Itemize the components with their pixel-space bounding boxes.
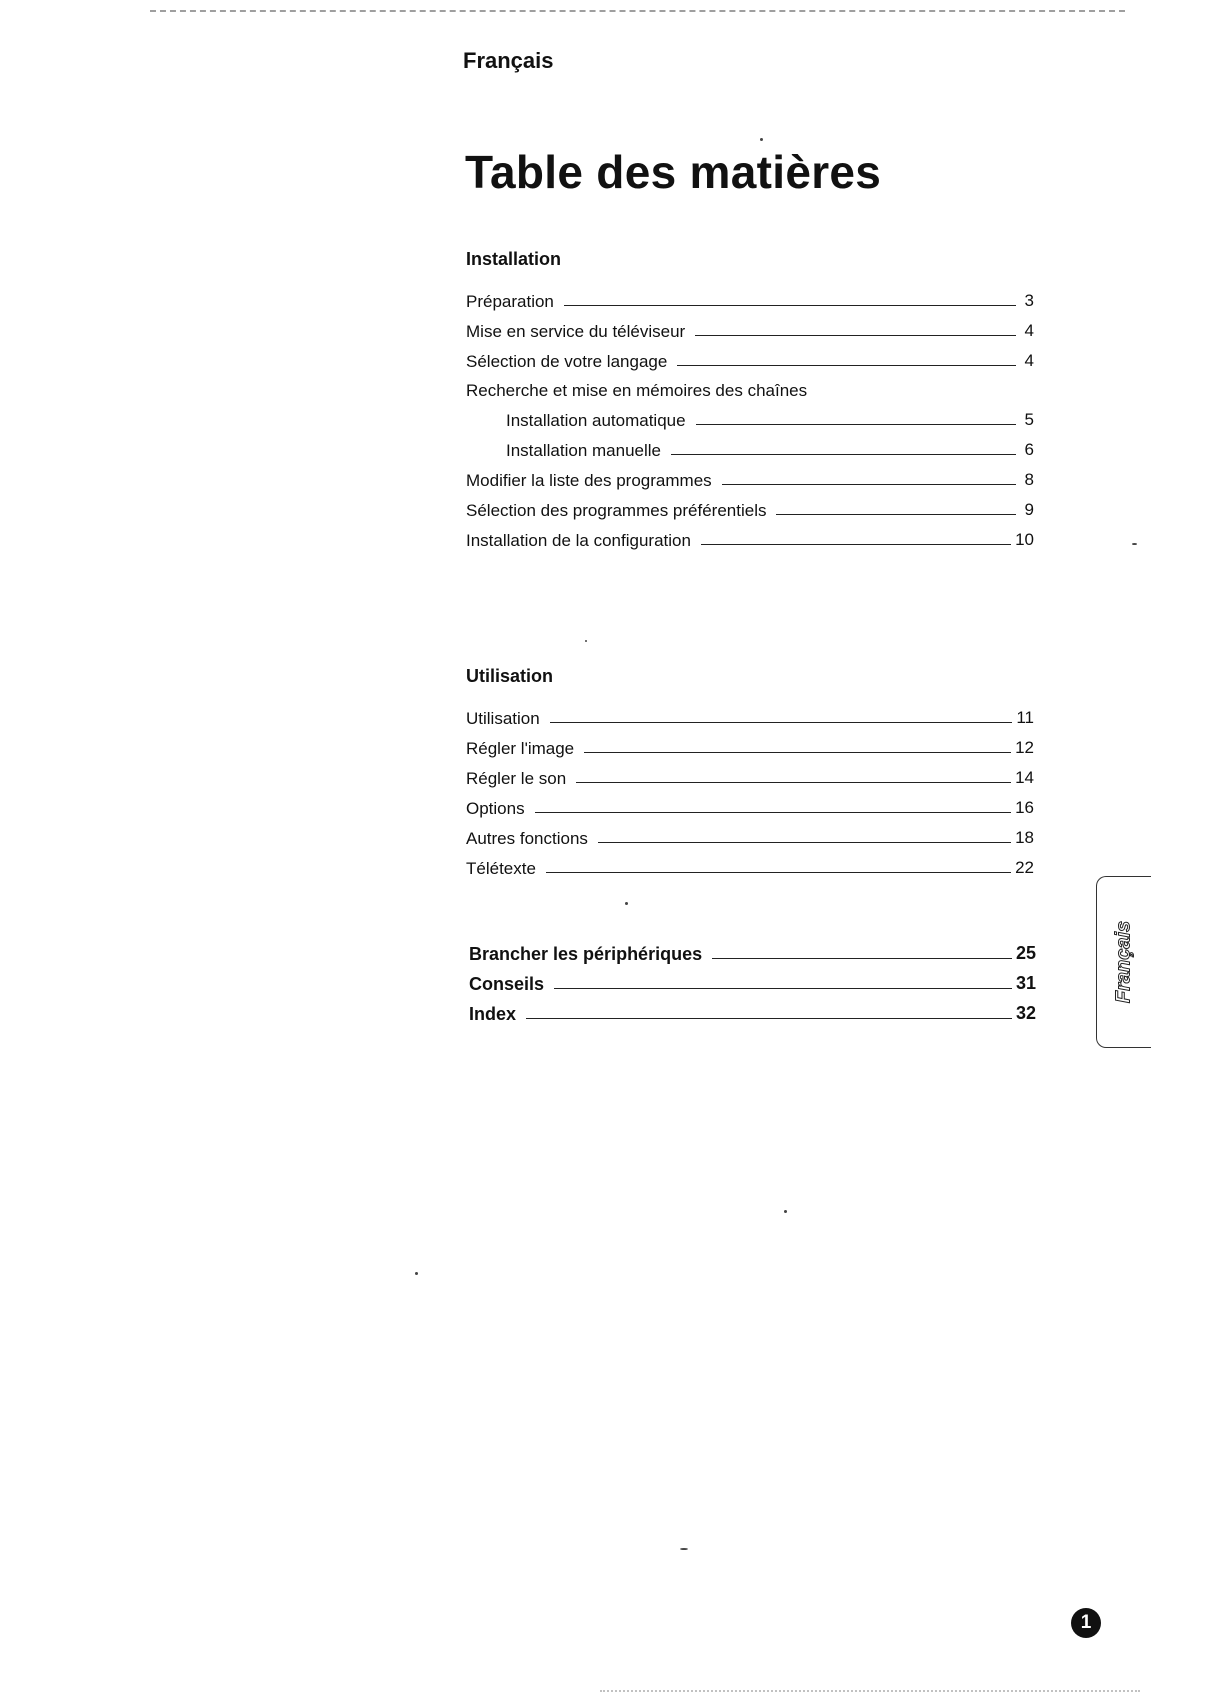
section-title-installation: Installation: [466, 249, 562, 269]
toc-entry[interactable]: [466, 759, 1034, 789]
toc-label: Conseils: [469, 974, 545, 994]
toc-leader: [712, 958, 1012, 959]
scan-top-line: [150, 10, 1125, 12]
toc-leader: [598, 842, 1011, 843]
toc-page: 9: [1024, 500, 1034, 519]
page-title: Table des matières: [465, 146, 882, 198]
toc-page: 18: [1015, 828, 1034, 847]
toc-leader: [695, 335, 1016, 336]
toc-leader: [671, 454, 1016, 455]
toc-subheading: [466, 372, 1034, 401]
toc-entry[interactable]: [466, 401, 1034, 431]
toc-page: 5: [1024, 410, 1034, 429]
scan-speck: [784, 1210, 787, 1213]
toc-page: 14: [1015, 768, 1034, 787]
toc-leader: [776, 514, 1016, 515]
toc-entry[interactable]: [469, 995, 1036, 1025]
toc-entry[interactable]: [466, 729, 1034, 759]
toc-leader: [696, 424, 1016, 425]
scan-speck: [1132, 543, 1137, 545]
toc-entry[interactable]: [466, 521, 1034, 551]
toc-page: 22: [1015, 858, 1034, 877]
side-tab-label: Français: [1112, 920, 1135, 1004]
toc-leader: [701, 544, 1011, 545]
toc-page: 3: [1024, 291, 1034, 310]
scan-speck: [415, 1272, 418, 1275]
toc-page: 12: [1015, 738, 1034, 757]
toc-label: Sélection des programmes préférentiels: [466, 501, 767, 520]
toc-page: 10: [1015, 530, 1034, 549]
toc-label: Recherche et mise en mémoires des chaînes: [466, 381, 808, 400]
toc-leader: [576, 782, 1011, 783]
toc-label: Index: [469, 1004, 517, 1024]
toc-label: Mise en service du téléviseur: [466, 322, 686, 341]
toc-label: Modifier la liste des programmes: [466, 471, 712, 490]
toc-entry[interactable]: [466, 819, 1034, 849]
toc-entry[interactable]: [469, 935, 1036, 965]
scan-speck: [585, 640, 587, 642]
section-title-utilisation: Utilisation: [466, 666, 554, 686]
scan-speck: [680, 1548, 688, 1550]
toc-entry[interactable]: [466, 699, 1034, 729]
toc-label: Installation automatique: [506, 411, 686, 430]
toc-entry[interactable]: [466, 849, 1034, 879]
toc-page: 4: [1024, 351, 1034, 370]
toc-entry[interactable]: [469, 965, 1036, 995]
language-side-tab: [1096, 876, 1151, 1048]
toc-label: Sélection de votre langage: [466, 352, 668, 371]
toc-label: Préparation: [466, 292, 554, 311]
toc-entry[interactable]: [466, 282, 1034, 312]
toc-leader: [677, 365, 1016, 366]
toc-entry[interactable]: [466, 342, 1034, 372]
toc-label: Télétexte: [466, 859, 536, 878]
toc-page: 6: [1024, 440, 1034, 459]
toc-page: 4: [1024, 321, 1034, 340]
toc-entry[interactable]: [466, 491, 1034, 521]
section-installation: [466, 246, 1034, 551]
toc-label: Options: [466, 799, 525, 818]
page-number-badge: 1: [1071, 1608, 1101, 1638]
toc-label: Utilisation: [466, 709, 540, 728]
toc-leader: [554, 988, 1012, 989]
toc-label: Régler l'image: [466, 739, 575, 758]
toc-page: 16: [1015, 798, 1034, 817]
section-extra: [469, 935, 1036, 1025]
toc-leader: [526, 1018, 1012, 1019]
scan-speck: [760, 138, 763, 141]
toc-page: 11: [1016, 708, 1034, 727]
toc-leader: [722, 484, 1016, 485]
toc-leader: [564, 305, 1016, 306]
toc-entry[interactable]: [466, 461, 1034, 491]
toc-entry[interactable]: [466, 789, 1034, 819]
toc-leader: [535, 812, 1011, 813]
toc-entry[interactable]: [466, 312, 1034, 342]
toc-page: 25: [1015, 943, 1036, 963]
scan-speck: [625, 902, 628, 905]
toc-leader: [584, 752, 1011, 753]
toc-page: 32: [1015, 1003, 1036, 1023]
toc-label: Régler le son: [466, 769, 567, 788]
toc-label: Installation manuelle: [506, 441, 661, 460]
section-utilisation: [466, 663, 1034, 879]
toc-label: Autres fonctions: [466, 829, 588, 848]
toc-label: Installation de la configuration: [466, 531, 691, 550]
language-label: Français: [463, 48, 554, 73]
toc-leader: [546, 872, 1011, 873]
scan-bottom-line: [600, 1690, 1140, 1692]
toc-label: Brancher les périphériques: [469, 944, 703, 964]
toc-leader: [550, 722, 1013, 723]
toc-entry[interactable]: [466, 431, 1034, 461]
toc-page: 31: [1015, 973, 1036, 993]
toc-page: 8: [1024, 470, 1034, 489]
